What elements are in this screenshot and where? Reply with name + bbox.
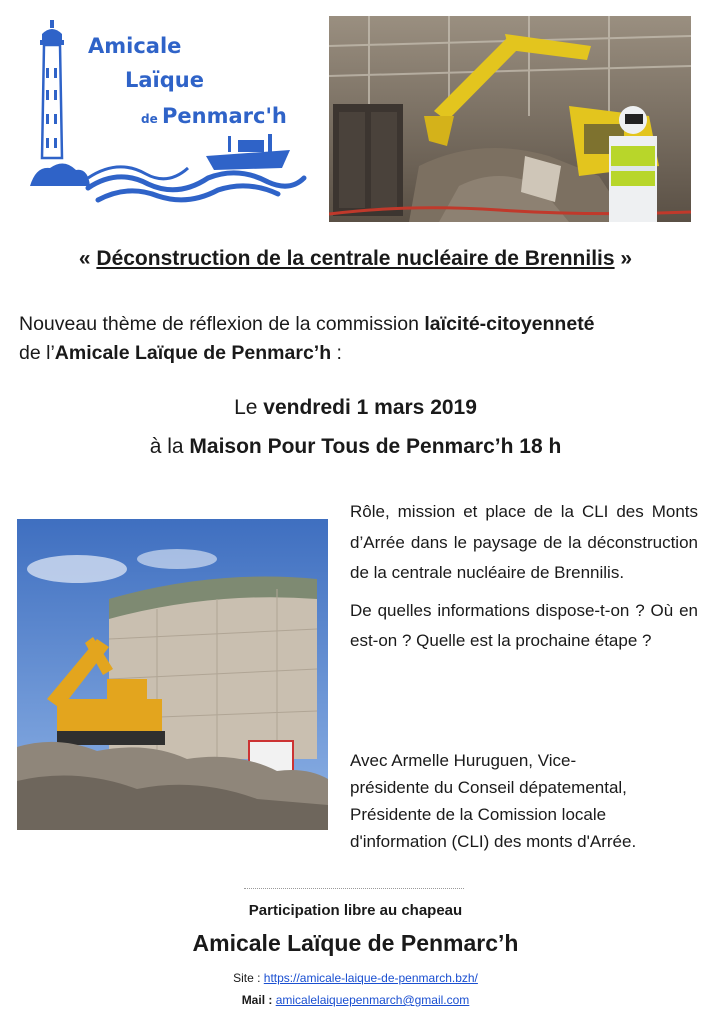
- site-line: [0, 971, 711, 985]
- logo-text-amicale: Amicale: [88, 34, 182, 58]
- event-date-value: vendredi 1 mars 2019: [263, 396, 477, 419]
- demolition-photo-excavator: [329, 16, 691, 222]
- logo-text-de: de: [141, 112, 158, 126]
- event-place-value: Maison Pour Tous de Penmarc’h 18 h: [189, 435, 562, 458]
- organisation-name: Amicale Laïque de Penmarc’h: [192, 930, 519, 956]
- mail-line: [0, 993, 711, 1007]
- description-paragraph-1: Rôle, mission et place de la CLI des Monts d’Arrée dans le paysage de la déconstruction de la centrale nucléaire de Brennilis.: [350, 502, 698, 582]
- event-place: [0, 435, 711, 459]
- guest-line-2: présidente du Conseil dépatemental,: [350, 778, 627, 797]
- intro-part2: de l’: [19, 342, 55, 364]
- guest-line-3: Présidente de la Comission locale: [350, 805, 607, 824]
- amicale-logo: [28, 18, 308, 203]
- logo-text-penmarch: Penmarc'h: [162, 104, 287, 128]
- intro-paragraph: [19, 310, 709, 368]
- site-label: Site :: [233, 971, 264, 985]
- description-block: [350, 497, 698, 657]
- page-title: [0, 247, 711, 271]
- event-date: [0, 396, 711, 420]
- reactor-demolition-photo: [17, 519, 328, 830]
- logo-text-laique: Laïque: [125, 68, 204, 92]
- event-date-prefix: Le: [234, 396, 264, 419]
- title-close-quote: »: [614, 247, 633, 270]
- site-link[interactable]: https://amicale-laique-de-penmarch.bzh/: [263, 971, 478, 985]
- intro-association: Amicale Laïque de Penmarc’h: [54, 342, 332, 364]
- title-text: Déconstruction de la centrale nucléaire de Brennilis: [96, 247, 615, 270]
- description-paragraph-2: De quelles informations dispose-t-on ? Où en est-on ? Quelle est la prochaine étape ?: [350, 600, 698, 650]
- mail-link[interactable]: amicalelaiquepenmarch@gmail.com: [275, 993, 470, 1007]
- guest-speaker: [350, 747, 700, 855]
- guest-line-1: Avec Armelle Huruguen, Vice-: [350, 751, 577, 770]
- mail-label: Mail :: [241, 993, 276, 1007]
- footer-divider: [244, 888, 464, 889]
- intro-part3: :: [331, 342, 342, 364]
- participation-note: Participation libre au chapeau: [248, 902, 463, 919]
- title-open-quote: «: [78, 247, 97, 270]
- event-place-prefix: à la: [149, 435, 190, 458]
- intro-commission: laïcité-citoyenneté: [424, 313, 595, 335]
- guest-line-4: d'information (CLI) des monts d'Arrée.: [350, 832, 637, 851]
- intro-part1: Nouveau thème de réflexion de la commission: [19, 313, 425, 335]
